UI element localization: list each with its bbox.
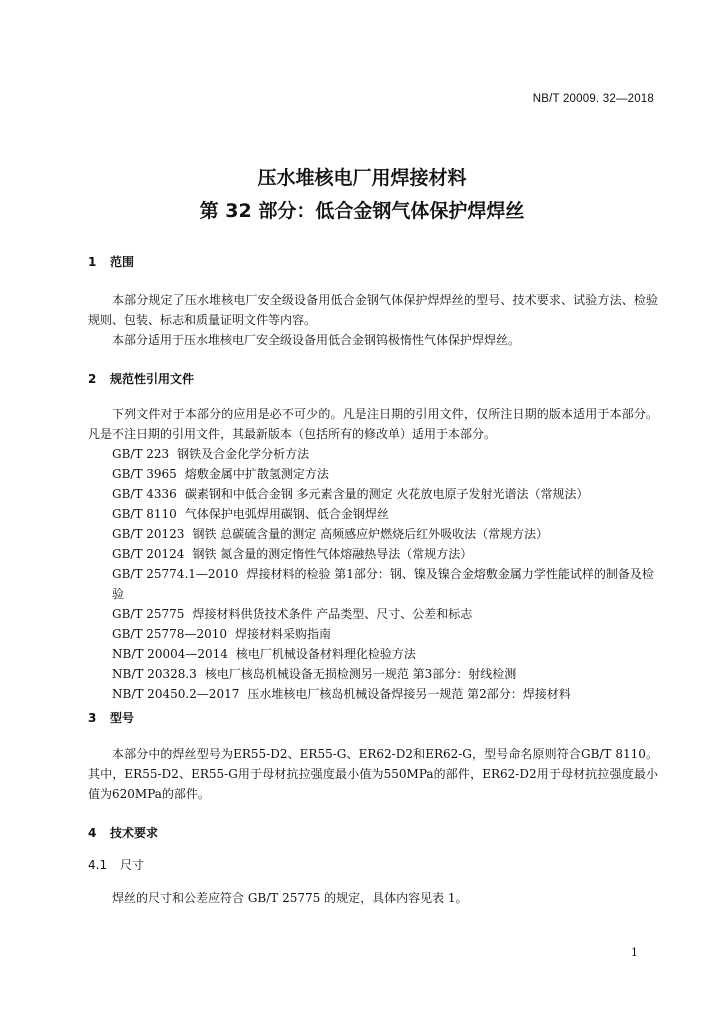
reference-code: NB/T 20328.3 (112, 667, 197, 681)
section-title: 型号 (110, 711, 135, 725)
document-title-line2: 第 32 部分：低合金钢气体保护焊焊丝 (199, 200, 525, 222)
subsection-number: 4.1 (88, 858, 108, 872)
reference-title: 焊接材料采购指南 (234, 627, 331, 641)
section-1-body (88, 290, 658, 350)
section-2-intro (88, 404, 658, 444)
reference-title: 钢铁及合金化学分析方法 (177, 447, 310, 461)
reference-title: 核电厂核岛机械设备无损检测另一规范 第3部分：射线检测 (204, 667, 517, 681)
section-number: 3 (88, 711, 97, 725)
reference-title: 压水堆核电厂核岛机械设备焊接另一规范 第2部分：焊接材料 (247, 687, 571, 701)
reference-code: GB/T 20124 (112, 547, 185, 561)
reference-list (88, 444, 658, 704)
reference-item (112, 464, 658, 484)
paragraph: 本部分适用于压水堆核电厂安全级设备用低合金钢钨极惰性气体保护焊焊丝。 (112, 333, 521, 347)
section-number: 2 (88, 372, 97, 386)
section-title: 范围 (110, 255, 135, 269)
reference-item (112, 684, 658, 704)
subsection-4-1-heading (88, 856, 144, 873)
reference-code: NB/T 20004—2014 (112, 647, 228, 661)
reference-code: GB/T 223 (112, 447, 170, 461)
standard-number: NB/T 20009. 32—2018 (532, 93, 654, 105)
reference-item (112, 644, 658, 664)
reference-code: GB/T 25774.1—2010 (112, 567, 239, 581)
paragraph: 本部分规定了压水堆核电厂安全级设备用低合金钢气体保护焊焊丝的型号、技术要求、试验方法、检验规则、包装、标志和质量证明文件等内容。 (88, 293, 658, 327)
document-title-line1: 压水堆核电厂用焊接材料 (257, 167, 467, 189)
section-number: 1 (88, 255, 97, 269)
section-3-heading (88, 709, 134, 726)
reference-title: 碳素钢和中低合金钢 多元素含量的测定 火花放电原子发射光谱法（常规法） (184, 487, 589, 501)
reference-title: 气体保护电弧焊用碳钢、低合金钢焊丝 (184, 507, 389, 521)
reference-title: 核电厂机械设备材料理化检验方法 (235, 647, 416, 661)
subsection-4-1-body (88, 888, 658, 908)
section-title: 规范性引用文件 (110, 372, 195, 386)
reference-code: GB/T 8110 (112, 507, 177, 521)
reference-title: 钢铁 总碳硫含量的测定 高频感应炉燃烧后红外吸收法（常规方法） (192, 527, 549, 541)
section-2-heading (88, 370, 194, 387)
reference-item (112, 524, 658, 544)
reference-item (112, 544, 658, 564)
section-1-heading (88, 253, 134, 270)
reference-title: 焊接材料供货技术条件 产品类型、尺寸、公差和标志 (192, 607, 473, 621)
section-3-body (88, 744, 658, 804)
paragraph: 焊丝的尺寸和公差应符合 GB/T 25775 的规定，具体内容见表 1。 (112, 891, 468, 905)
reference-item (112, 624, 658, 644)
reference-title: 焊接材料的检验 第1部分：钢、镍及镍合金熔敷金属力学性能试样的制备及检验 (112, 567, 654, 601)
reference-item (112, 504, 658, 524)
page-number: 1 (631, 946, 638, 959)
section-4-heading (88, 824, 158, 841)
reference-code: GB/T 4336 (112, 487, 177, 501)
reference-code: GB/T 25778—2010 (112, 627, 227, 641)
reference-item (112, 444, 658, 464)
reference-code: GB/T 25775 (112, 607, 185, 621)
paragraph: 下列文件对于本部分的应用是必不可少的。凡是注日期的引用文件，仅所注日期的版本适用于本部分。凡是不注日期的引用文件，其最新版本（包括所有的修改单）适用于本部分。 (88, 407, 658, 441)
reference-code: GB/T 3965 (112, 467, 177, 481)
section-number: 4 (88, 826, 97, 840)
section-title: 技术要求 (110, 826, 159, 840)
reference-title: 熔敷金属中扩散氢测定方法 (184, 467, 329, 481)
reference-item (112, 604, 658, 624)
reference-item (112, 484, 658, 504)
paragraph: 本部分中的焊丝型号为ER55-D2、ER55-G、ER62-D2和ER62-G，型号命名原则符合GB/T 8110。其中，ER55-D2、ER55-G用于母材抗拉强度最小值为550MPa的部件，ER62-D2用于母材抗拉强度最小值为620MPa的部件。 (88, 747, 658, 801)
reference-code: NB/T 20450.2—2017 (112, 687, 240, 701)
reference-title: 钢铁 氮含量的测定惰性气体熔融热导法（常规方法） (192, 547, 473, 561)
reference-code: GB/T 20123 (112, 527, 185, 541)
reference-item (88, 564, 658, 604)
reference-item (112, 664, 658, 684)
subsection-title: 尺寸 (120, 858, 145, 872)
